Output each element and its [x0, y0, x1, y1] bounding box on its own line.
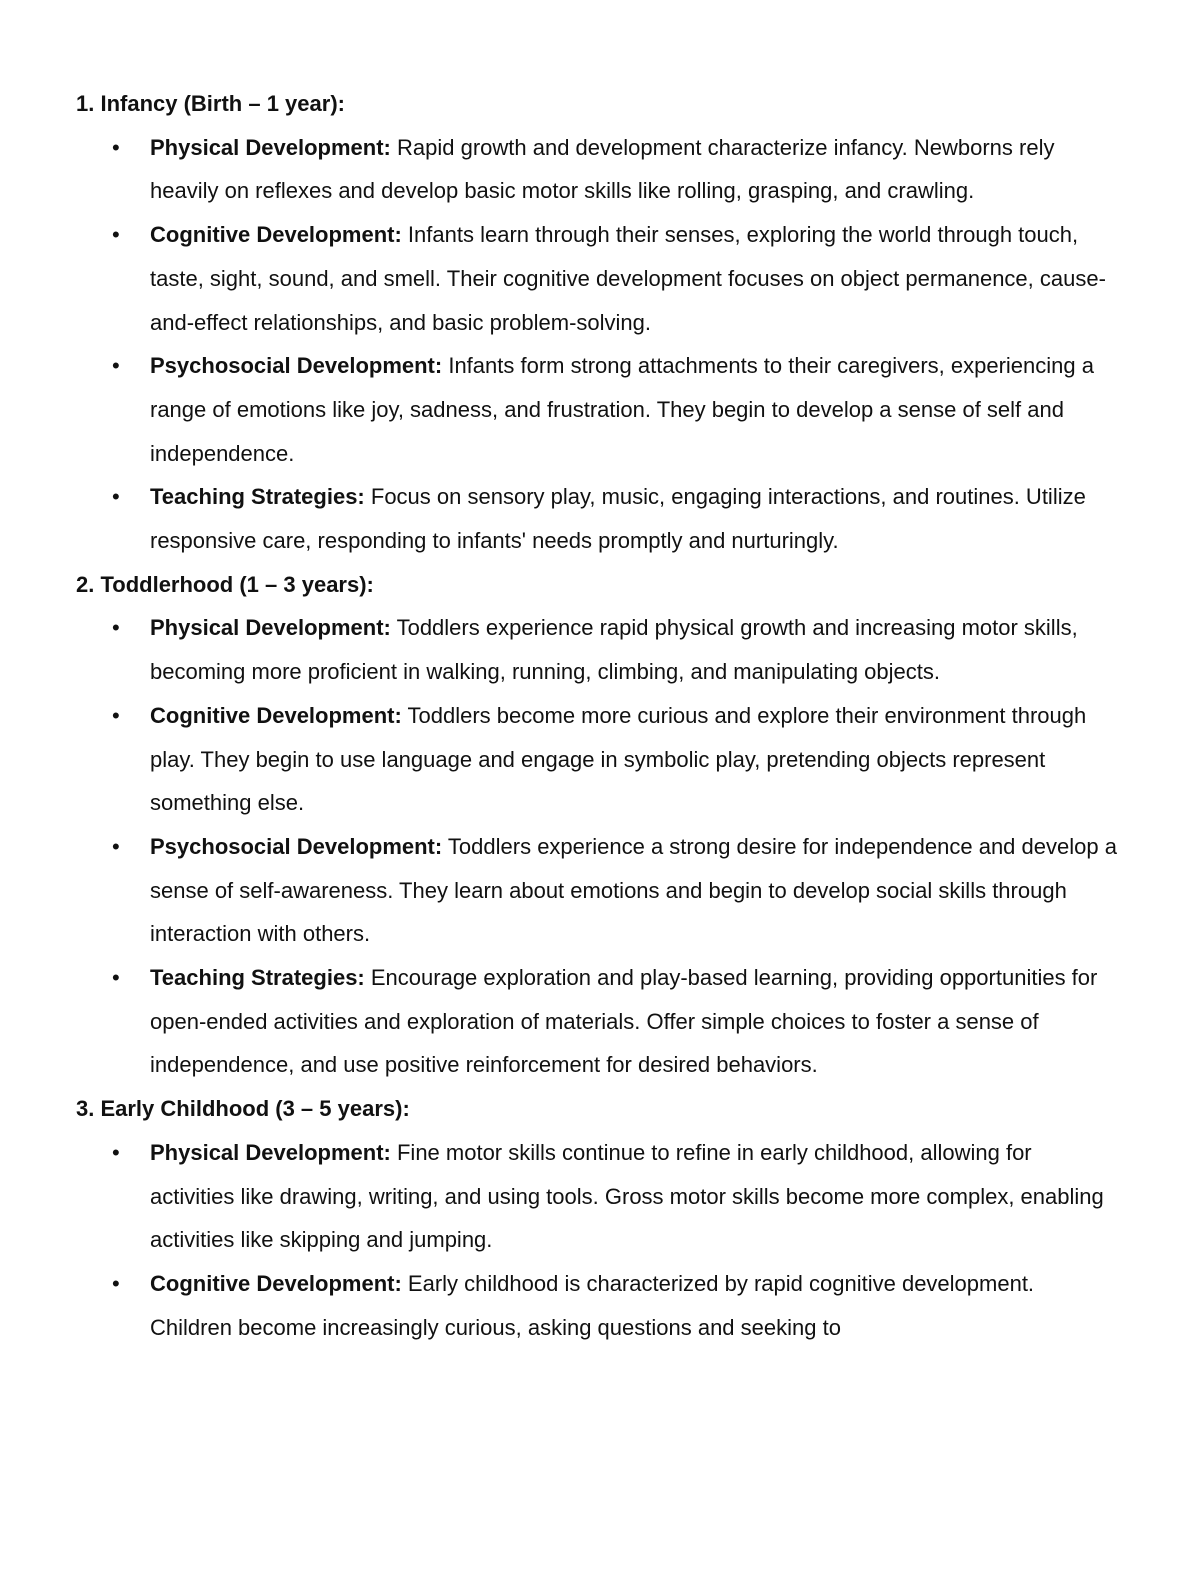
bullet-icon: • — [112, 1139, 120, 1165]
item-text: Infants form strong attachments to their caregivers, experiencing a range of emotions like joy, sadness, and frustration. They begin to develop a sense of self and independence. — [150, 353, 1094, 466]
bullet-icon: • — [112, 615, 120, 641]
bullet-icon: • — [112, 1270, 120, 1296]
item-text: Early childhood is characterized by rapid cognitive development. Children become increasingly curious, asking questions and seeking to — [150, 1270, 1035, 1340]
document-page — [0, 82, 1200, 1349]
item-text: Focus on sensory play, music, engaging interactions, and routines. Utilize responsive care, responding to infants' needs promptly and nurturingly. — [150, 484, 1086, 554]
item-text: Toddlers experience rapid physical growth and increasing motor skills, becoming more proficient in walking, running, climbing, and manipulating objects. — [150, 615, 1078, 685]
list-item — [0, 1262, 1118, 1349]
bullet-list — [0, 1131, 1200, 1350]
section-toddlerhood — [0, 563, 1200, 1087]
bullet-list — [0, 606, 1200, 1087]
item-label: Cognitive Development: — [150, 1270, 402, 1296]
item-label: Psychosocial Development: — [150, 353, 443, 379]
bullet-icon: • — [112, 353, 120, 379]
bullet-icon: • — [112, 702, 120, 728]
list-item — [0, 213, 1118, 344]
item-label: Physical Development: — [150, 1139, 391, 1165]
item-text: Infants learn through their senses, exploring the world through touch, taste, sight, sound, and smell. Their cognitive development focuses on object permanence, cause-and-effect relationships, and basic problem-solving. — [150, 222, 1106, 335]
bullet-icon: • — [112, 965, 120, 991]
item-text: Fine motor skills continue to refine in early childhood, allowing for activities like drawing, writing, and using tools. Gross motor skills become more complex, enabling activities like skipping and jumping. — [150, 1139, 1104, 1253]
item-label: Physical Development: — [150, 615, 391, 641]
list-item — [0, 956, 1118, 1087]
list-item — [0, 1131, 1118, 1262]
item-text: Encourage exploration and play-based learning, providing opportunities for open-ended activities and exploration of materials. Offer simple choices to foster a sense of independence, and use positive reinforcement for desired behaviors. — [150, 965, 1098, 1078]
item-label: Teaching Strategies: — [150, 484, 365, 510]
item-label: Cognitive Development: — [150, 222, 402, 248]
section-heading: 2. Toddlerhood (1 – 3 years): — [76, 571, 374, 597]
item-label: Psychosocial Development: — [150, 833, 443, 859]
item-text: Rapid growth and development characterize infancy. Newborns rely heavily on reflexes and develop basic motor skills like rolling, grasping, and crawling. — [150, 134, 1055, 204]
bullet-icon: • — [112, 134, 120, 160]
bullet-list — [0, 126, 1200, 563]
list-item — [0, 475, 1118, 562]
list-item — [0, 694, 1118, 825]
item-label: Physical Development: — [150, 134, 391, 160]
list-item — [0, 825, 1118, 956]
item-text: Toddlers become more curious and explore their environment through play. They begin to use language and engage in symbolic play, pretending objects represent something else. — [150, 702, 1087, 816]
list-item — [0, 344, 1118, 475]
bullet-icon: • — [112, 484, 120, 510]
section-early-childhood — [0, 1087, 1200, 1349]
item-text: Toddlers experience a strong desire for independence and develop a sense of self-awareness. They learn about emotions and begin to develop social skills through interaction with others. — [150, 833, 1117, 947]
section-heading: 1. Infancy (Birth – 1 year): — [76, 91, 345, 116]
list-item — [0, 126, 1118, 213]
list-item — [0, 606, 1118, 693]
section-infancy — [0, 82, 1200, 563]
bullet-icon: • — [112, 833, 120, 859]
bullet-icon: • — [112, 222, 120, 248]
section-heading: 3. Early Childhood (3 – 5 years): — [76, 1096, 410, 1122]
item-label: Teaching Strategies: — [150, 965, 365, 991]
item-label: Cognitive Development: — [150, 702, 402, 728]
